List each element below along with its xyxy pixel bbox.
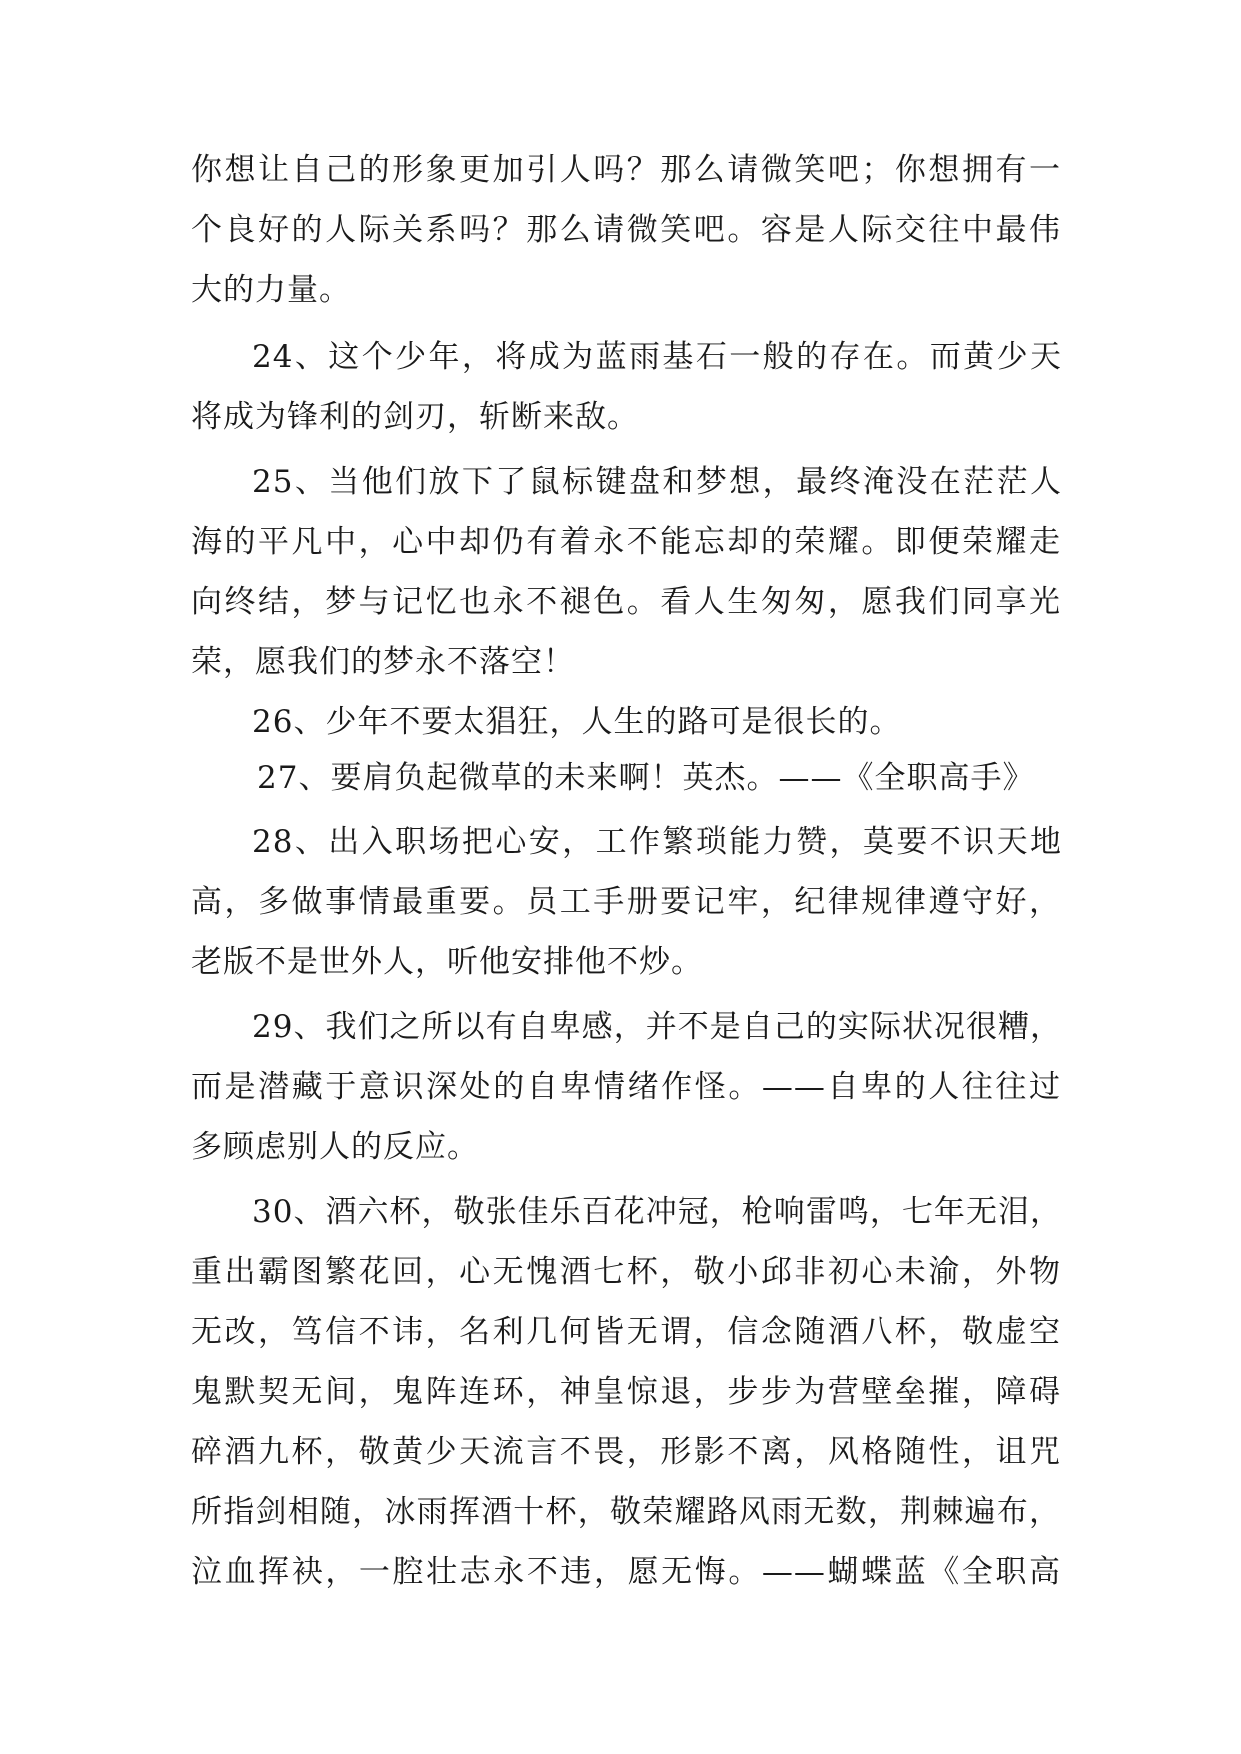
text-line: 个良好的人际关系吗？那么请微笑吧。容是人际交往中最伟: [191, 212, 1061, 248]
text-line: 重出霸图繁花回，心无愧酒七杯，敬小邱非初心未渝，外物: [191, 1254, 1061, 1290]
paragraph-26-line: 26、少年不要太猖狂，人生的路可是很长的。: [252, 704, 902, 740]
text-line: 碎酒九杯，敬黄少天流言不畏，形影不离，风格随性，诅咒: [191, 1434, 1061, 1470]
paragraph-24-line: 24、这个少年，将成为蓝雨基石一般的存在。而黄少天: [252, 339, 1062, 375]
text-line: 海的平凡中，心中却仍有着永不能忘却的荣耀。即便荣耀走: [191, 524, 1061, 560]
paragraph-30-line: 30、酒六杯，敬张佳乐百花冲冠，枪响雷鸣，七年无泪，: [252, 1194, 1062, 1230]
text-line: 荣，愿我们的梦永不落空！: [191, 644, 575, 680]
text-line: 将成为锋利的剑刃，斩断来敌。: [191, 399, 639, 435]
paragraph-28-line: 28、出入职场把心安，工作繁琐能力赞，莫要不识天地: [252, 824, 1062, 860]
text-line: 高，多做事情最重要。员工手册要记牢，纪律规律遵守好，: [191, 884, 1061, 920]
text-line: 你想让自己的形象更加引人吗？那么请微笑吧；你想拥有一: [191, 152, 1061, 188]
text-line: 多顾虑别人的反应。: [191, 1129, 479, 1165]
text-line: 向终结，梦与记忆也永不褪色。看人生匆匆，愿我们同享光: [191, 584, 1061, 620]
text-line: 老版不是世外人，听他安排他不炒。: [191, 944, 703, 980]
paragraph-27-line: 27、要肩负起微草的未来啊！英杰。——《全职高手》: [257, 760, 1035, 796]
text-line: 无改，笃信不讳，名利几何皆无谓，信念随酒八杯，敬虚空: [191, 1314, 1061, 1350]
text-line: 而是潜藏于意识深处的自卑情绪作怪。——自卑的人往往过: [191, 1069, 1061, 1105]
text-line: 鬼默契无间，鬼阵连环，神皇惊退，步步为营壁垒摧，障碍: [191, 1374, 1061, 1410]
paragraph-25-line: 25、当他们放下了鼠标键盘和梦想，最终淹没在茫茫人: [252, 464, 1062, 500]
text-line: 泣血挥袂，一腔壮志永不违，愿无悔。——蝴蝶蓝《全职高: [191, 1554, 1061, 1590]
text-line: 大的力量。: [191, 272, 351, 308]
paragraph-29-line: 29、我们之所以有自卑感，并不是自己的实际状况很糟，: [252, 1009, 1062, 1045]
text-line: 所指剑相随，冰雨挥酒十杯，敬荣耀路风雨无数，荆棘遍布，: [191, 1494, 1061, 1530]
